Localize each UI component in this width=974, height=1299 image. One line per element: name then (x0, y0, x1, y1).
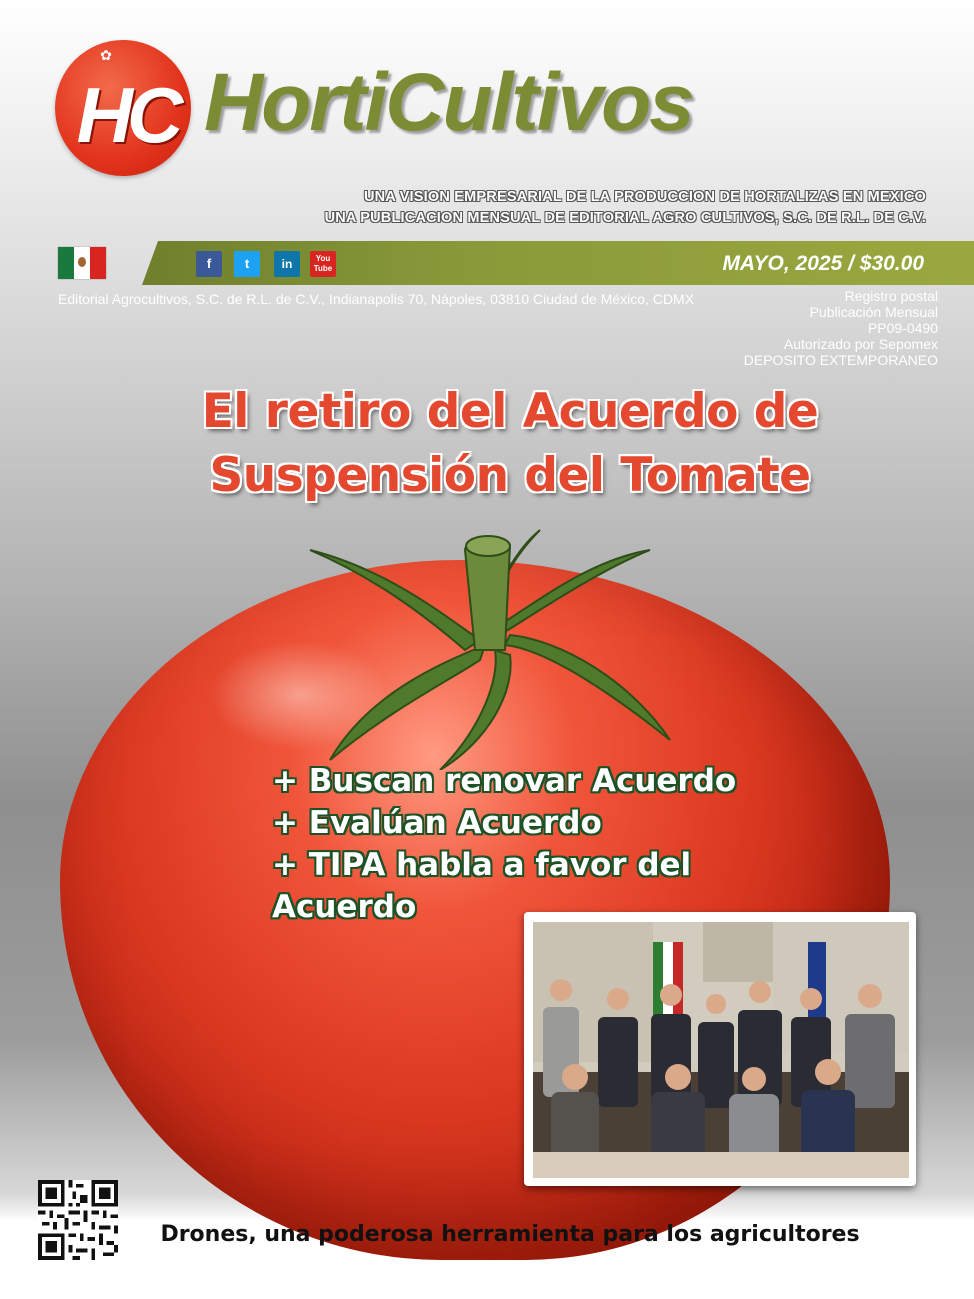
cover-bullets (272, 760, 737, 928)
tagline-2: UNA PUBLICACION MENSUAL DE EDITORIAL AGRO CULTIVOS, S.C. DE R.L. DE C.V. (324, 210, 926, 226)
facebook-icon[interactable]: f (196, 251, 222, 277)
linkedin-icon[interactable]: in (274, 251, 300, 277)
group-photo (533, 922, 909, 1178)
bullet-item: + Evalúan Acuerdo (272, 805, 602, 841)
registro-line: Autorizado por Sepomex (783, 336, 938, 352)
tomato-stem-icon (300, 510, 680, 770)
registro-line: PP09-0490 (867, 320, 938, 336)
registro-line: Registro postal (844, 288, 938, 304)
twitter-icon[interactable]: t (234, 251, 260, 277)
group-photo-illustration (533, 922, 909, 1178)
logo-initials: HC (76, 71, 178, 159)
bullet-item: Acuerdo (272, 889, 417, 925)
headline-line-2: Suspensión del Tomate (209, 448, 811, 503)
logo-leaf-icon: ✿ (100, 47, 112, 63)
registro-line: DEPOSITO EXTEMPORANEO (743, 352, 938, 368)
qr-code-icon[interactable] (38, 1180, 118, 1260)
bullet-item: + TIPA habla a favor del (272, 847, 692, 883)
tagline-1: UNA VISION EMPRESARIAL DE LA PRODUCCION DE HORTALIZAS EN MEXICO (363, 189, 926, 205)
bullet-item: + Buscan renovar Acuerdo (272, 763, 737, 799)
headline-line-1: El retiro del Acuerdo de (201, 384, 819, 439)
cover-headline (120, 380, 900, 508)
brand-name: HortiCultivos (204, 57, 693, 148)
postal-registration (678, 288, 938, 368)
registro-line: Publicación Mensual (809, 304, 938, 320)
mexico-flag-icon (58, 247, 106, 279)
bottom-headline: Drones, una poderosa herramienta para los agricultores (160, 1222, 860, 1247)
issue-date-price: MAYO, 2025 / $30.00 (722, 252, 924, 275)
publisher-address: Editorial Agrocultivos, S.C. de R.L. de C.V., Indianapolis 70, Nápoles, 03810 Ciudad de México, CDMX (58, 291, 695, 307)
youtube-icon[interactable]: You Tube (310, 251, 336, 277)
